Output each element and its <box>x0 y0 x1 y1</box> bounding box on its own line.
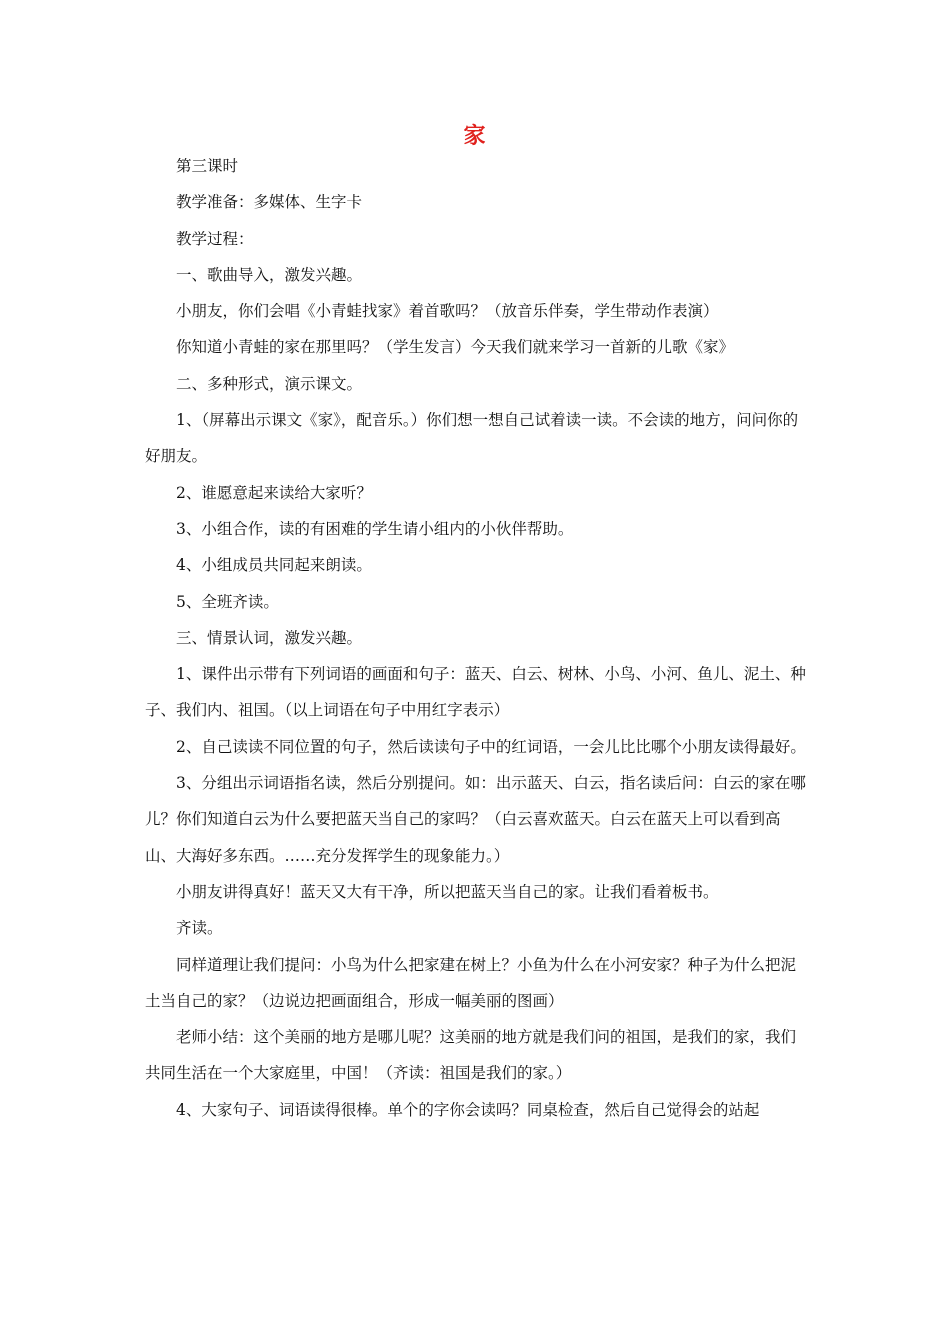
list-item: 2、谁愿意起来读给大家听？ <box>176 483 372 502</box>
paragraph: 小朋友，你们会唱《小青蛙找家》着首歌吗？（放音乐伴奏，学生带动作表演） <box>176 302 719 321</box>
section-heading-1: 一、歌曲导入，激发兴趣。 <box>176 265 363 284</box>
document-title: 家 <box>463 123 487 149</box>
section-heading-2: 二、多种形式，演示课文。 <box>176 374 363 393</box>
list-item: 5、全班齐读。 <box>176 592 279 611</box>
paragraph-preparation: 教学准备：多媒体、生字卡 <box>176 193 363 212</box>
paragraph: 小朋友讲得真好！蓝天又大有干净，所以把蓝天当自己的家。让我们看着板书。 <box>176 882 719 901</box>
paragraph: 你知道小青蛙的家在那里吗？（学生发言）今天我们就来学习一首新的儿歌《家》 <box>176 338 735 357</box>
section-heading-3: 三、情景认词，激发兴趣。 <box>176 628 363 647</box>
list-item: 3、小组合作，读的有困难的学生请小组内的小伙伴帮助。 <box>176 519 574 538</box>
paragraph: 老师小结：这个美丽的地方是哪儿呢？这美丽的地方就是我们问的祖国，是我们的家，我们共同生活在一个大家庭里，中国！（齐读：祖国是我们的家。） <box>145 1028 797 1083</box>
list-item: 4、大家句子、词语读得很棒。单个的字你会读吗？同桌检查，然后自己觉得会的站起 <box>176 1100 760 1119</box>
document-body <box>145 148 810 1128</box>
list-item: 3、分组出示词语指名读，然后分别提问。如：出示蓝天、白云，指名读后问：白云的家在哪儿？你们知道白云为什么要把蓝天当自己的家吗？（白云喜欢蓝天。白云在蓝天上可以看到高山、大海好多东西。……充分发挥学生的现象能力。） <box>145 774 806 865</box>
list-item: 4、小组成员共同起来朗读。 <box>176 556 372 575</box>
list-item: 1、（屏幕出示课文《家》，配音乐。）你们想一想自己试着读一读。不会读的地方，问问你的好朋友。 <box>145 411 799 466</box>
list-item: 1、课件出示带有下列词语的画面和句子：蓝天、白云、树林、小鸟、小河、鱼儿、泥土、种子、我们内、祖国。（以上词语在句子中用红字表示） <box>145 665 806 720</box>
paragraph: 同样道理让我们提问：小鸟为什么把家建在树上？小鱼为什么在小河安家？种子为什么把泥土当自己的家？（边说边把画面组合，形成一幅美丽的图画） <box>145 955 797 1010</box>
paragraph-lesson-period: 第三课时 <box>176 157 239 175</box>
paragraph: 齐读。 <box>176 919 223 938</box>
list-item: 2、自己读读不同位置的句子，然后读读句子中的红词语，一会儿比比哪个小朋友读得最好。 <box>176 737 806 756</box>
paragraph-process-heading: 教学过程： <box>176 229 254 248</box>
